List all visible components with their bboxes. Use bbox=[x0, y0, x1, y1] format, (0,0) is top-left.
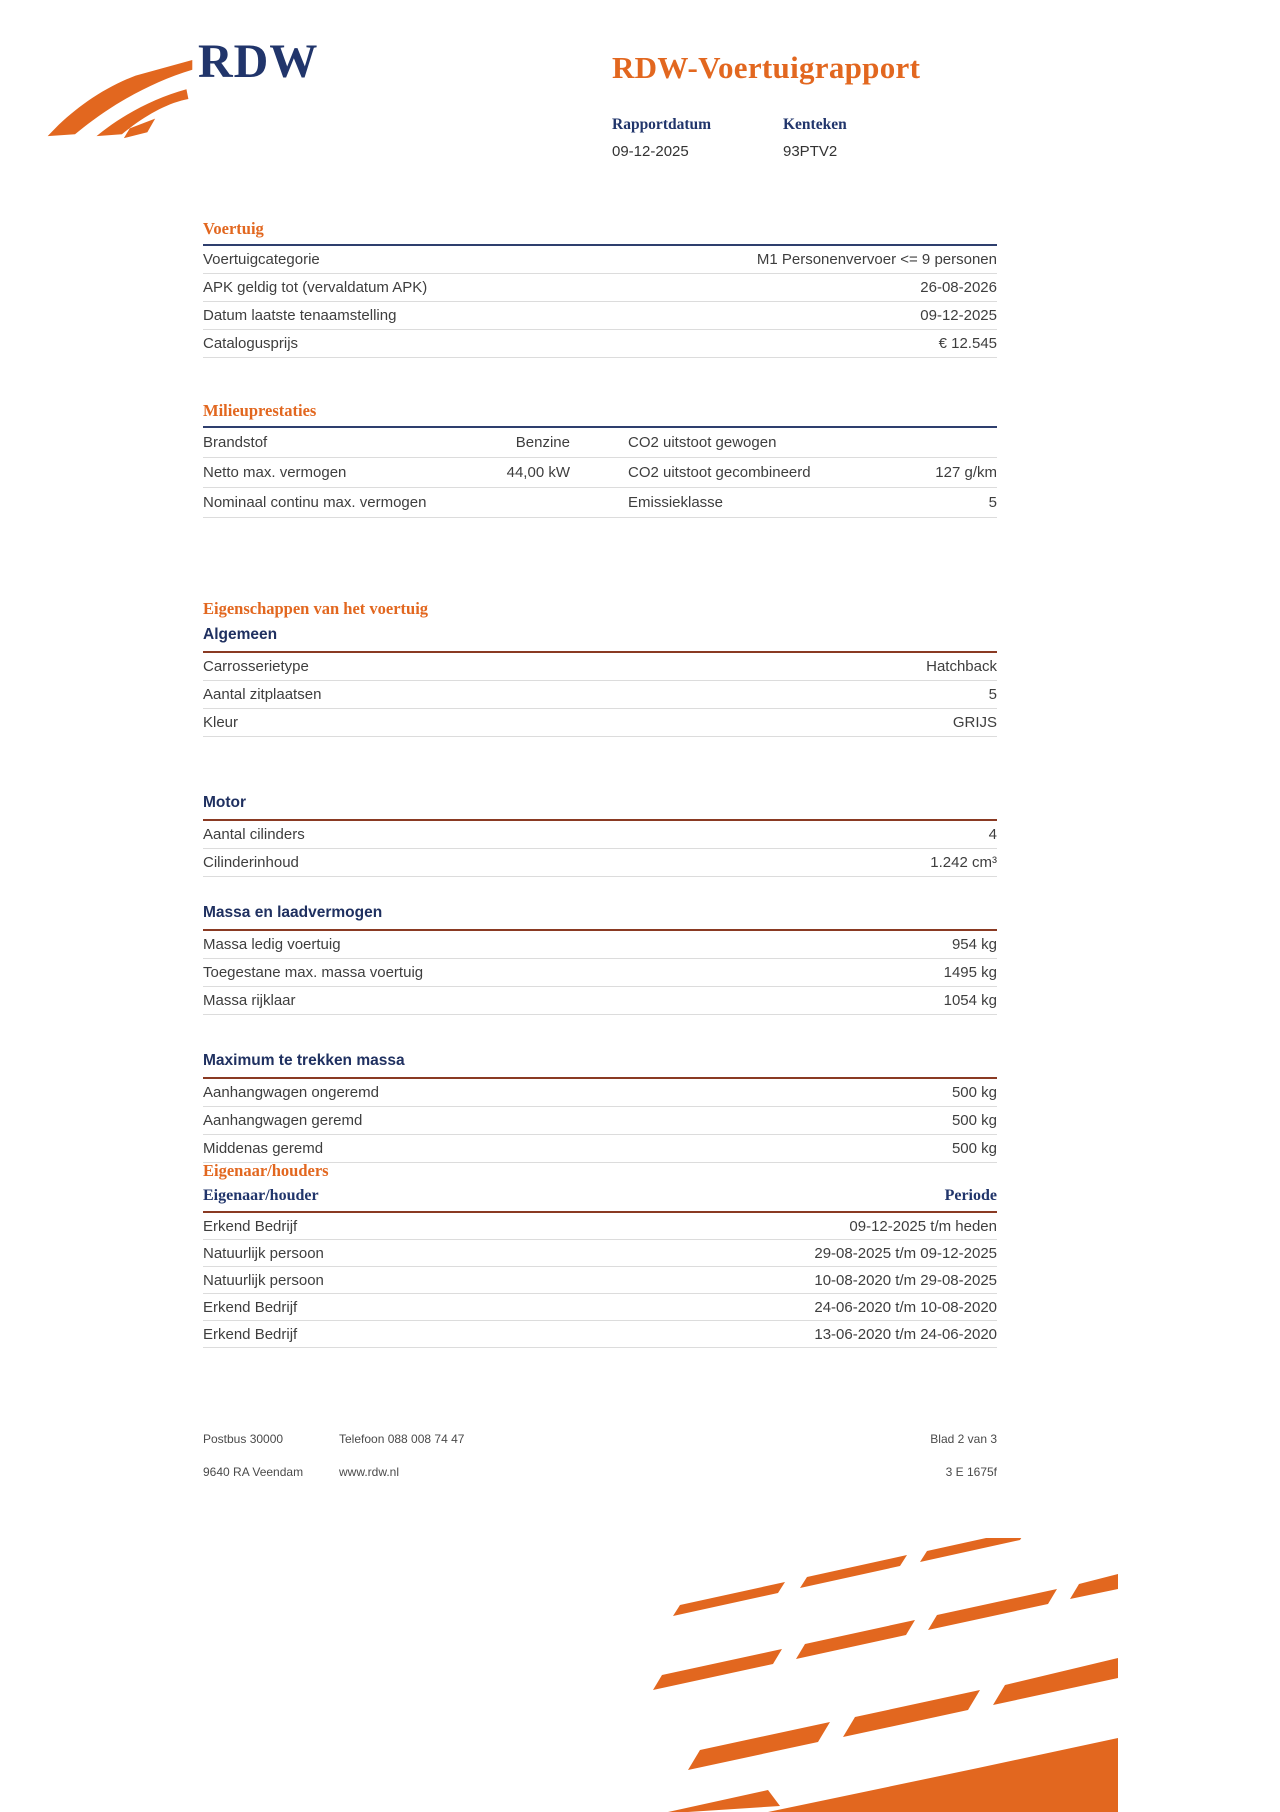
row-label: Emissieklasse bbox=[628, 494, 724, 511]
table-row bbox=[203, 653, 997, 681]
row-label: Erkend Bedrijf bbox=[203, 1325, 298, 1343]
footer-city: 9640 RA Veendam bbox=[203, 1465, 304, 1479]
row-value: Hatchback bbox=[926, 658, 997, 675]
row-value: 500 kg bbox=[951, 1112, 997, 1129]
row-label: APK geldig tot (vervaldatum APK) bbox=[203, 279, 428, 296]
footer-row bbox=[203, 1432, 997, 1446]
table-row bbox=[203, 1240, 997, 1267]
row-value: 13-06-2020 t/m 24-06-2020 bbox=[814, 1325, 997, 1343]
row-label: Erkend Bedrijf bbox=[203, 1298, 298, 1316]
row-label: Netto max. vermogen bbox=[203, 464, 347, 481]
section-title: Voertuig bbox=[203, 219, 997, 246]
row-value: 4 bbox=[988, 826, 997, 843]
table-row bbox=[203, 709, 997, 737]
table-row bbox=[203, 302, 997, 330]
report-date-block bbox=[612, 116, 783, 160]
subsection-title: Algemeen bbox=[203, 625, 997, 653]
table-row bbox=[203, 821, 997, 849]
row-label: Aanhangwagen geremd bbox=[203, 1112, 363, 1129]
row-value: 127 g/km bbox=[935, 464, 997, 481]
row-label: Nominaal continu max. vermogen bbox=[203, 494, 427, 511]
footer-page-number: Blad 2 van 3 bbox=[930, 1432, 997, 1446]
column-header-periode: Periode bbox=[944, 1187, 997, 1204]
row-value: 500 kg bbox=[951, 1084, 997, 1101]
row-label: Aantal zitplaatsen bbox=[203, 686, 322, 703]
section-title: Milieuprestaties bbox=[203, 401, 997, 428]
footer-website: www.rdw.nl bbox=[339, 1465, 400, 1479]
row-label: Natuurlijk persoon bbox=[203, 1244, 324, 1262]
footer-postbus: Postbus 30000 bbox=[203, 1432, 284, 1446]
row-label: Datum laatste tenaamstelling bbox=[203, 307, 397, 324]
subsection-massa bbox=[203, 903, 997, 1015]
section-title: Eigenschappen van het voertuig bbox=[203, 599, 429, 618]
row-value: 26-08-2026 bbox=[920, 279, 997, 296]
kenteken-value: 93PTV2 bbox=[783, 143, 838, 160]
table-row bbox=[203, 931, 997, 959]
row-label: Aantal cilinders bbox=[203, 826, 305, 843]
subsection-title: Massa en laadvermogen bbox=[203, 903, 997, 931]
report-date-label: Rapportdatum bbox=[612, 116, 712, 133]
table-row bbox=[203, 246, 997, 274]
row-label: CO2 uitstoot gecombineerd bbox=[628, 464, 811, 481]
row-label: Massa ledig voertuig bbox=[203, 936, 341, 953]
table-row bbox=[203, 681, 997, 709]
row-label: Kleur bbox=[203, 714, 239, 731]
table-row bbox=[203, 1267, 997, 1294]
subsection-algemeen bbox=[203, 625, 997, 737]
table-row bbox=[203, 1321, 997, 1348]
row-label: Voertuigcategorie bbox=[203, 251, 320, 268]
report-meta bbox=[612, 116, 847, 160]
subsection-motor bbox=[203, 793, 997, 877]
row-label: Carrosserietype bbox=[203, 658, 309, 675]
table-row bbox=[203, 959, 997, 987]
row-label: Middenas geremd bbox=[203, 1140, 324, 1157]
row-value: 29-08-2025 t/m 09-12-2025 bbox=[814, 1244, 997, 1262]
row-label: CO2 uitstoot gewogen bbox=[628, 434, 777, 451]
report-date-value: 09-12-2025 bbox=[612, 143, 689, 160]
table-row bbox=[203, 1135, 997, 1163]
row-label: Natuurlijk persoon bbox=[203, 1271, 324, 1289]
row-value: 1054 kg bbox=[943, 992, 997, 1009]
row-value: M1 Personenvervoer <= 9 personen bbox=[756, 251, 997, 268]
footer-form-code: 3 E 1675f bbox=[945, 1465, 997, 1479]
row-value: 5 bbox=[988, 686, 997, 703]
row-value: 954 kg bbox=[951, 936, 997, 953]
subsection-trekken-massa bbox=[203, 1051, 997, 1163]
column-header-eigenaar: Eigenaar/houder bbox=[203, 1187, 319, 1204]
row-value: 44,00 kW bbox=[506, 464, 570, 481]
row-value: 10-08-2020 t/m 29-08-2025 bbox=[814, 1271, 997, 1289]
row-label: Catalogusprijs bbox=[203, 335, 299, 352]
page-footer bbox=[203, 1432, 997, 1498]
table-row bbox=[203, 274, 997, 302]
row-label: Brandstof bbox=[203, 434, 268, 451]
row-value: 24-06-2020 t/m 10-08-2020 bbox=[814, 1298, 997, 1316]
section-eigenschappen bbox=[203, 599, 997, 1163]
row-value: 500 kg bbox=[951, 1140, 997, 1157]
row-value: GRIJS bbox=[952, 714, 997, 731]
section-title: Eigenaar/houders bbox=[203, 1161, 329, 1180]
rdw-logo-icon bbox=[45, 58, 193, 149]
table-row bbox=[203, 1079, 997, 1107]
row-value: € 12.545 bbox=[938, 335, 997, 352]
owner-table-header bbox=[203, 1187, 997, 1213]
row-value: 1495 kg bbox=[943, 964, 997, 981]
row-label: Toegestane max. massa voertuig bbox=[203, 964, 424, 981]
row-label: Cilinderinhoud bbox=[203, 854, 299, 871]
footer-phone: Telefoon 088 008 74 47 bbox=[339, 1432, 465, 1446]
row-value: 1.242 cm³ bbox=[930, 854, 997, 871]
section-milieuprestaties bbox=[203, 401, 997, 518]
table-row bbox=[203, 1213, 997, 1240]
row-value: 5 bbox=[988, 494, 997, 511]
table-row bbox=[203, 987, 997, 1015]
table-row bbox=[203, 330, 997, 358]
subsection-title: Motor bbox=[203, 793, 997, 821]
section-eigenaars bbox=[203, 1161, 997, 1348]
page-title: RDW-Voertuigrapport bbox=[612, 50, 921, 85]
footer-row bbox=[203, 1465, 997, 1479]
row-value: Benzine bbox=[515, 434, 570, 451]
kenteken-block bbox=[783, 116, 847, 160]
subsection-title: Maximum te trekken massa bbox=[203, 1051, 997, 1079]
row-value: 09-12-2025 t/m heden bbox=[849, 1217, 997, 1235]
table-row bbox=[203, 488, 997, 518]
table-row bbox=[203, 428, 997, 458]
table-row bbox=[203, 458, 997, 488]
row-label: Massa rijklaar bbox=[203, 992, 296, 1009]
table-row bbox=[203, 1294, 997, 1321]
table-row bbox=[203, 849, 997, 877]
section-voertuig bbox=[203, 219, 997, 358]
rdw-stripes-decoration-icon bbox=[648, 1538, 1118, 1812]
row-label: Aanhangwagen ongeremd bbox=[203, 1084, 379, 1101]
table-row bbox=[203, 1107, 997, 1135]
rdw-logo-wordmark: RDW bbox=[198, 35, 319, 88]
row-value: 09-12-2025 bbox=[920, 307, 997, 324]
kenteken-label: Kenteken bbox=[783, 116, 847, 133]
row-label: Erkend Bedrijf bbox=[203, 1217, 298, 1235]
